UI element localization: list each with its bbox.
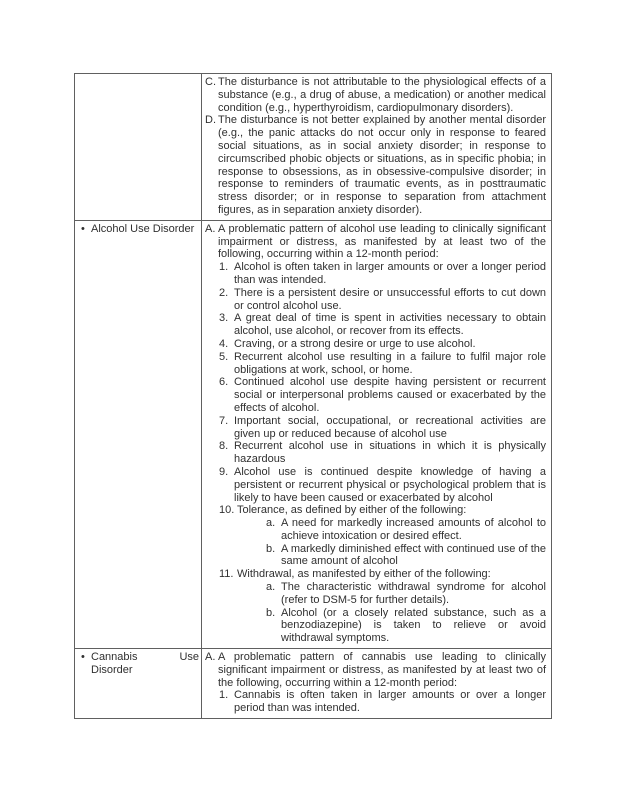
- bullet-icon: •: [81, 222, 85, 235]
- item-label: 2.: [219, 286, 229, 299]
- numbered-item: [219, 440, 546, 466]
- subitem-label: b.: [266, 606, 276, 619]
- criterion-body: [218, 651, 546, 689]
- item-body: [237, 504, 546, 517]
- item-text: Recurrent alcohol use resulting in a failure to fulfil major role obligations at work, school, or home.: [234, 350, 546, 376]
- item-label: 4.: [219, 337, 229, 350]
- subitem-text: Alcohol (or a closely related substance, such as a benzodiazepine) is taken to relieve or avoid withdrawal symptoms.: [281, 606, 546, 645]
- item-text: There is a persistent desire or unsuccessful efforts to cut down or control alcohol use.: [234, 286, 546, 312]
- item-text: Continued alcohol use despite having persistent or recurrent social or interpersonal problems caused or exacerbated by the effects of alcohol.: [234, 376, 546, 414]
- criterion-text: The disturbance is not better explained by another mental disorder (e.g., the panic attacks do not occur only in response to feared social situations, as in social anxiety disorder; in response to circumscribed phobic objects or situations, as in specific phobia; in response to obsessions, as in obsessive-compulsive disorder; in response to reminders of traumatic events, as in posttraumatic stress disorder; or in response to separation from attachment figures, as in separation anxiety disorder).: [218, 114, 546, 216]
- item-text: Alcohol is often taken in larger amounts or over a longer period than was intended.: [234, 261, 546, 286]
- numbered-item: [219, 261, 546, 287]
- criterion-a: [205, 223, 546, 261]
- criterion-label: A.: [205, 222, 216, 235]
- item-text: Tolerance, as defined by either of the following:: [237, 504, 467, 517]
- numbered-item: [219, 689, 546, 715]
- subitem-text: A need for markedly increased amounts of alcohol to achieve intoxication or desired effect.: [281, 517, 546, 542]
- numbered-item: [219, 568, 546, 581]
- disorder-cell: [75, 220, 202, 648]
- table-row: [75, 220, 552, 648]
- item-label: 1.: [219, 689, 229, 702]
- item-label: 11.: [219, 568, 234, 581]
- item-label: 1.: [219, 261, 229, 274]
- lettered-subitem: [266, 581, 546, 607]
- numbered-item: [219, 338, 546, 351]
- criteria-cell: [202, 649, 552, 719]
- criterion-label: D.: [205, 114, 216, 127]
- item-text: Alcohol use is continued despite knowledge of having a persistent or recurrent physical or psychological problem that is likely to have been caused or exacerbated by alcohol: [234, 465, 546, 504]
- item-text: Recurrent alcohol use in situations in which it is physically hazardous: [234, 440, 546, 466]
- item-text: A great deal of time is spent in activities necessary to obtain alcohol, use alcohol, or recover from its effects.: [234, 312, 546, 338]
- numbered-item: [219, 504, 546, 517]
- item-text: Craving, or a strong desire or urge to use alcohol.: [234, 337, 476, 350]
- disorder-entry: [81, 223, 199, 236]
- item-body: [237, 568, 546, 581]
- disorder-cell: [75, 74, 202, 221]
- criteria-cell: [202, 220, 552, 648]
- lettered-subitem: [266, 607, 546, 645]
- table-row: [75, 649, 552, 719]
- subitem-label: b.: [266, 542, 276, 555]
- disorder-name: Cannabis Use Disorder: [91, 651, 199, 676]
- subitem-label: a.: [266, 581, 276, 594]
- disorder-name: Alcohol Use Disorder: [91, 222, 195, 235]
- item-text: Cannabis is often taken in larger amounts or over a longer period than was intended.: [234, 689, 546, 715]
- criterion-body: [218, 223, 546, 261]
- numbered-item: [219, 312, 546, 338]
- subitem-label: a.: [266, 517, 276, 530]
- criterion-text: A problematic pattern of alcohol use leading to clinically significant impairment or distress, as manifested by at least two of the following, occurring within a 12-month period:: [218, 222, 546, 261]
- criterion-a: [205, 651, 546, 689]
- numbered-item: [219, 466, 546, 504]
- item-label: 7.: [219, 414, 229, 427]
- lettered-subitem: [266, 517, 546, 543]
- item-label: 10.: [219, 504, 235, 517]
- numbered-item: [219, 351, 546, 377]
- criterion-label: C.: [205, 76, 216, 88]
- numbered-item: [219, 287, 546, 313]
- disorder-cell: [75, 649, 202, 719]
- numbered-item: [219, 415, 546, 441]
- item-label: 5.: [219, 350, 229, 363]
- criteria-cell: [202, 74, 552, 221]
- criterion-d: [205, 114, 546, 216]
- lettered-subitem: [266, 543, 546, 569]
- disorder-entry: [81, 651, 199, 677]
- item-label: 3.: [219, 312, 229, 325]
- table-row: [75, 74, 552, 221]
- item-text: Withdrawal, as manifested by either of the following:: [237, 568, 491, 581]
- item-label: 6.: [219, 376, 229, 389]
- criterion-c: [205, 76, 546, 114]
- item-label: 9.: [219, 465, 229, 478]
- criterion-label: A.: [205, 651, 216, 664]
- item-label: 8.: [219, 440, 229, 453]
- subitem-text: A markedly diminished effect with continued use of the same amount of alcohol: [281, 542, 546, 568]
- dsm-criteria-table: [74, 73, 552, 719]
- item-text: Important social, occupational, or recreational activities are given up or reduced because of alcohol use: [234, 414, 546, 440]
- numbered-item: [219, 376, 546, 414]
- criterion-text: The disturbance is not attributable to the physiological effects of a substance (e.g., a drug of abuse, a medication) or another medical condition (e.g., hyperthyroidism, cardiopulmonary disorders).: [218, 76, 546, 114]
- bullet-icon: •: [81, 651, 85, 664]
- criterion-text: A problematic pattern of cannabis use leading to clinically significant impairment or distress, as manifested by at least two of the following, occurring within a 12-month period:: [218, 651, 546, 689]
- subitem-text: The characteristic withdrawal syndrome for alcohol (refer to DSM-5 for further details).: [281, 581, 546, 606]
